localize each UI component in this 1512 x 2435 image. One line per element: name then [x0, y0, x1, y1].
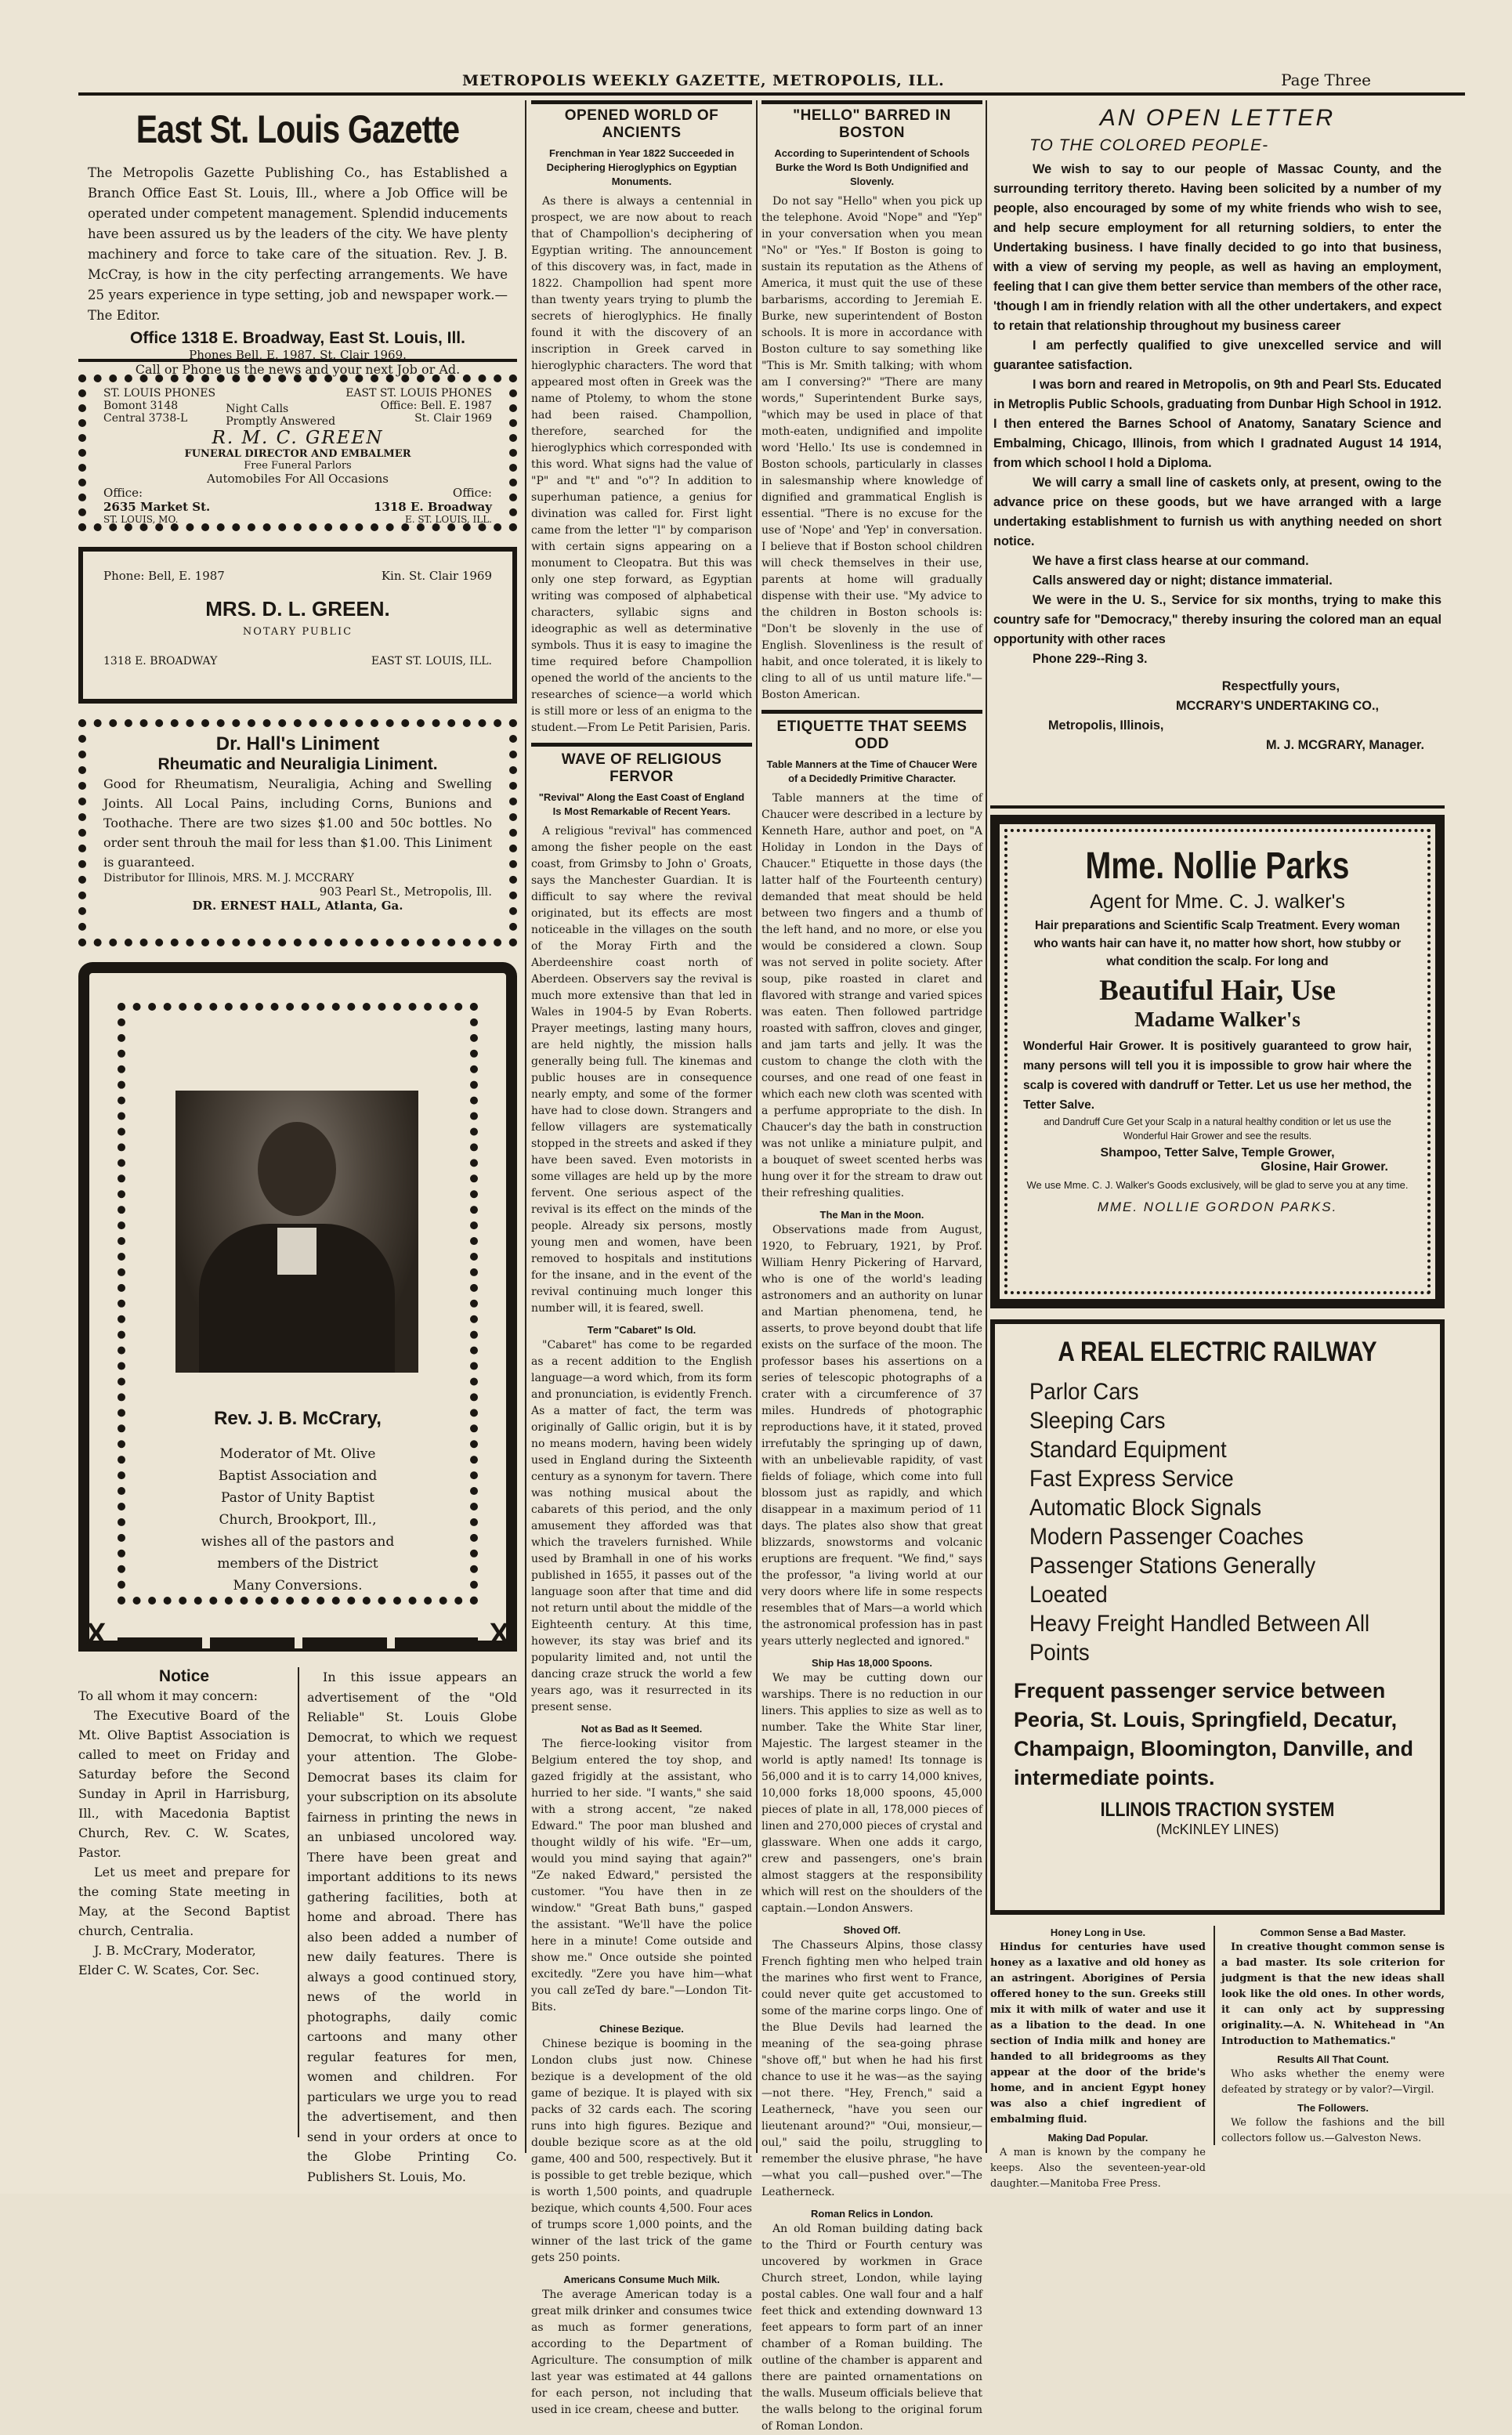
parks-title: Mme. Nollie Parks: [1085, 845, 1350, 887]
column-right: [990, 100, 1445, 2190]
mrs-green-address-right: EAST ST. LOUIS, ILL.: [371, 655, 492, 668]
parks-glosine: Glosine, Hair Grower.: [1261, 1160, 1388, 1174]
results-body: Who asks whether the enemy were defeated by strategy or by valor?—Virgil.: [1221, 2068, 1445, 2096]
notice-salutation: To all whom it may concern:: [78, 1688, 259, 1703]
column-three: [761, 100, 982, 2433]
notice-sign-2: Elder C. W. Scates, Cor. Sec.: [78, 1963, 260, 1977]
sense-body: In creative thought common sense is a bad master. Its sole criterion for judgment is that the new ideas shall look like the old ones. In other words, it can only act by suppressing originality.—A. N. Whitehead in "An Introduction to Mathematics.": [1221, 1941, 1445, 2047]
mrs-green-title: NOTARY PUBLIC: [242, 626, 353, 638]
railway-item: Automatic Block Signals: [1029, 1495, 1262, 1521]
milk-title: Americans Consume Much Milk.: [563, 2274, 720, 2285]
gazette-ad-title: East St. Louis Gazette: [136, 107, 460, 151]
green-mid-lines: Night Calls Promptly Answered: [226, 403, 336, 428]
open-letter-p7: We were in the U. S., Service for six months, trying to make this country safe for "Democracy," thereby insuring the colored man an equal opportunity with other races: [993, 593, 1441, 646]
ancients-subtitle: Frenchman in Year 1822 Succeeded in Deciphering Hieroglyphics on Egyptian Monuments.: [546, 147, 737, 187]
honey-title: Honey Long in Use.: [1050, 1927, 1146, 1938]
green-parlors: Free Funeral Parlors: [244, 460, 352, 472]
dad-title: Making Dad Popular.: [1047, 2132, 1148, 2144]
page-number: Page Three: [1281, 71, 1371, 89]
honey-body: Hindus for centuries have used honey as a laxative and old honey as an astringent. Aborigines of Persia offered honey to the sun. Greeks still mix it with milk of water and use it as a libation to the dead. In one section of India milk and honey are handed to all bridegrooms as they appear at the door of the bride's home, and in ancient Egypt honey was also a chief ingredient of embalming fluid.: [990, 1941, 1206, 2126]
milk-body: The average American today is a great milk drinker and consumes twice as much as former generations, according to the Department of Agriculture. The consumption of milk last year was estimated at 44 gallons for each person, not including that used in ice cream, cheese and butter.: [531, 2288, 752, 2416]
ancients-title: OPENED WORLD OF ANCIENTS: [531, 100, 752, 142]
short-items-left: [990, 1926, 1206, 2190]
shoved-body: The Chasseurs Alpins, those classy French fighting men who helped train the marines who first went to France, could never quite get accustomed to some of the marine corps lingo. One of the Blue Devils had learned the meaning of the sea-going phrase "shove off," but when he had his first chance to use it he was—as the saying—not there. "Hey, French," said a Leatherneck, "have you seen our lieutenant around?" "Oui, monsieur,—oul," said the poilu, struggling to remember the elusive phrase, "he have—what you call—pushed over."—The Leatherneck.: [761, 1939, 982, 2198]
followers-title: The Followers.: [1297, 2102, 1369, 2114]
open-letter-text: [993, 160, 1441, 755]
fervor-body: A religious "revival" has commenced among the fisher people on the east coast, from Grimsby to John o' Groats, says the Manchester Guardian. It is difficult to say where the revival originated, but its effects are most noticeable in the villages on the south of the Moray Firth and the Aberdeenshire coast north of Aberdeen. Observers say the revival is much more extensive than that led in Wales in 1904-5 by Evan Roberts. Prayer meetings, lasting many hours, are held nightly, the mission halls generally being full. The kinemas and public houses are in consequence nearly empty, and some of the former have had to close down. Strangers and fellow villagers are systematically stopped in the streets and asked if they have been saved. Even motorists in some villages are held up by the more fervent. One serious aspect of the revival is its effect on the minds of the people. Already six persons, mostly young men and women, have been removed to hospitals and institutions for the insane, and in the event of the revival continuing much longer this number will, it is feared, swell.: [531, 825, 752, 1315]
liniment-maker: DR. ERNEST HALL, Atlanta, Ga.: [192, 899, 403, 913]
masthead-title: METROPOLIS WEEKLY GAZETTE, METROPOLIS, ILL.: [462, 72, 945, 89]
railway-system: ILLINOIS TRACTION SYSTEM: [1100, 1799, 1335, 1821]
fervor-title: WAVE OF RELIGIOUS FERVOR: [531, 743, 752, 786]
mccray-caption: Moderator of Mt. Olive Baptist Association and Pastor of Unity Baptist Church, Brookport, Ill., wishes all of the pastors and members of the District Many Conversions.: [201, 1446, 395, 1594]
parks-grower: Wonderful Hair Grower. It is positively guaranteed to grow hair, many persons will tell you it is impossible to grow hair where the scalp is covered with dandruff or Tetter. Let us use her method, the Tetter Salve.: [1023, 1040, 1412, 1112]
column-left: [78, 100, 517, 2184]
column-two: [531, 100, 752, 2416]
gazette-ad-body: The Metropolis Gazette Publishing Co., has Established a Branch Office East St. Louis, Ill., where a Job Office will be operated under competent management. Splendid inducements have been assured us by the leaders of the city. We have plenty machinery and force to take care of the situation. Rev. J. B. McCray, is how in the city perfecting arrangements. We have 25 years experience in type setting, job and newspaper work.—The Editor.: [88, 165, 508, 323]
green-left-phones: ST. LOUIS PHONES Bomont 3148 Central 3738-L: [103, 387, 216, 425]
mrs-green-address-left: 1318 E. BROADWAY: [103, 655, 218, 668]
liniment-address: 903 Pearl St., Metropolis, Ill.: [319, 885, 492, 899]
open-letter-p3: I was born and reared in Metropolis, on 9th and Pearl Sts. Educated in Metroplis Public Schools, graduating from Dunbar High School in 1912. I then entered the Barnes School of Anatomy, Sanatary Science and Embalming, Chicago, Illinois, from which I gradnated August 14 1914, from which school I hold a Diploma.: [993, 378, 1442, 470]
railway-title: A REAL ELECTRIC RAILWAY: [1058, 1337, 1377, 1367]
short-items: [990, 1926, 1445, 2190]
green-right-phones: EAST ST. LOUIS PHONES Office: Bell. E. 1987 St. Clair 1969: [345, 387, 492, 425]
dad-body: A man is known by the company he keeps. Also the seventeen-year-old daughter.—Manitoba Free Press.: [990, 2147, 1206, 2190]
ancients-body: As there is always a centennial in prospect, we are now about to reach that of Champollion's deciphering of Egyptian writing. The announcement of this discovery was, in fact, made in 1822. Champollion had spent more than twenty years trying to plumb the secrets of hieroglyphics. He finally found it with the discovery of an inscription in Greek carved in hieroglyphic characters. The word that appeared most often in Greek was the name of Ptolemy, to whom the stone had been raised. Champollion, therefore, searched for the hieroglyphics which corresponded with this word. What signs had the value of "P" and "t" and "o"? In addition to superhuman patience, a genius for divination was called for. First light came from the letter "l" by comparison with certain signs appearing on a monument to Cleopatra. But this was only one step forward, as Egyptian writing was composed of alphabetical characters, syllabic signs and ideographic as well as determinative symbols. Thus it is easy to imagine the time required before Champollion opened the world of the ancients to the researches of science—a world which is still more or less of an enigma to the student.—From Le Petit Parisien, Paris.: [531, 195, 752, 734]
mccray-name: Rev. J. B. McCrary,: [214, 1408, 382, 1429]
open-letter-p1: We wish to say to our people of Massac County, and the surrounding territory thereto. Having been solicited by a number of my people, also encouraged by some of my white friends who wish to see, and help secure employment for all returning soldiers, to enter the Undertaking business. I have finally decided to go into that business, with a view of serving my people, as well as having an employment, feeling that I can give them better service than members of the other race, 'though I am in friendly relation with all the other undertakers, and expect to retain that relationship throughout my business career: [993, 162, 1441, 333]
parks-beautiful: Beautiful Hair, Use: [1099, 975, 1336, 1007]
bezique-title: Chinese Bezique.: [599, 2023, 684, 2035]
hello-subtitle: According to Superintendent of Schools Burke the Word Is Both Undignified and Slovenly.: [774, 147, 970, 187]
green-role: FUNERAL DIRECTOR AND EMBALMER: [184, 448, 411, 460]
mrs-green-phone-right: Kin. St. Clair 1969: [381, 569, 492, 583]
cabaret-body: "Cabaret" has come to be regarded as a recent addition to the English language—a word which, from its form and pronunciation, is evidently French. As a matter of fact, the term was originally of Gallic origin, but it is by no means modern, having been widely used in England during the Sixteenth century as a synonym for tavern. There was nothing musical about the cabarets of this period, and the only amusement they afforded was that which the travelers furnished. While used by Bramhall in one of his works published in 1655, it passes out of the language soon after that time and did not return until about the middle of the Eighteenth century. At this time, however, its stay was brief and its popularity limited and, not until the dancing craze struck the world a few years ago, was it resurrected in its present sense.: [531, 1339, 752, 1713]
etiquette-body: Table manners at the time of Chaucer were described in a lecture by Kenneth Hare, author and poet, on "A Holiday in London in the Days of Chaucer." Etiquette in those days (the latter half of the Fourteenth century) demanded that meat should be held between two fingers and a thumb of the left hand, and no more, or else you would be considered a clown. Soup was not served in polite society. After soup, pike roasted in claret and flavored with strange and varied spices was eaten. Then followed partridge roasted with saffron, cloves and ginger, and jam tarts and jelly. It was the custom to change the cloth with the courses, and one read of one feast in which each new cloth was scented with a perfume appropriate to the dish. In Chaucer's day the bath in construction was not unlike a miniature pulpit, and a bouquet of sweet scented herbs was hung over it for the stream to draw out their refreshing qualities.: [761, 792, 982, 1199]
relics-title: Roman Relics in London.: [810, 2208, 933, 2220]
followers-body: We follow the fashions and the bill collectors follow us.—Galveston News.: [1221, 2117, 1445, 2144]
open-letter-to: TO THE COLORED PEOPLE-: [1029, 136, 1269, 154]
fervor-subtitle: "Revival" Along the East Coast of England Is Most Remarkable of Recent Years.: [538, 791, 745, 817]
open-letter: [990, 100, 1445, 809]
parks-sign: MME. NOLLIE GORDON PARKS.: [1097, 1199, 1338, 1214]
etiquette-title: ETIQUETTE THAT SEEMS ODD: [761, 710, 982, 753]
parks-agent: Agent for Mme. C. J. walker's: [1090, 891, 1345, 913]
green-funeral-ad: [78, 374, 517, 531]
globe-notice-body: In this issue appears an advertisement of the "Old Reliable" St. Louis Globe Democrat, to which we request your attention. The Globe-Democrat bases its claim for your subscription on its absolute fairness in printing the news in an unbiased uncolored way. There have been great and important additions to its news gathering facilities, both at home and abroad. There has also been added a number of new daily features. There is always a good continued story, news of the world in photographs, daily comic cartoons and many other regular features for men, women and children. For particulars we urge you to read the advertisement, and then send in your orders at once to the Globe Printing Co. Publishers St. Louis, Mo.: [307, 1670, 517, 2184]
corner-mark-left: X: [86, 1618, 107, 1651]
railway-list: [1029, 1377, 1390, 1667]
bezique-body: Chinese bezique is booming in the London clubs just now. Chinese bezique is a development of the old game of bezique. It is played with six packs of 32 cards each. The scoring runs into high figures. Bezique and double bezique score as at the old game, 400 and 500, respectively. But it is possible to get treble bezique, which is worth 1,500 points, and quadruple bezique, which counts 4,500. Four aces of trumps score 1,000 points, and the winner of the last trick of the game gets 250 points.: [531, 2038, 752, 2264]
open-letter-p2: I am perfectly qualified to give unexcelled service and will guarantee satisfaction.: [993, 338, 1441, 372]
open-letter-title: AN OPEN LETTER: [1099, 105, 1336, 131]
mrs-green-phone-left: Phone: Bell, E. 1987: [103, 569, 225, 583]
open-letter-p4: We will carry a small line of caskets only, at present, owing to the advance price on these goods, but we have arranged with a large undertaking establishment to furnish us with anything needed on short notice.: [993, 476, 1441, 548]
mrs-green-name: MRS. D. L. GREEN.: [205, 597, 390, 621]
railway-item: Modern Passenger Coaches: [1029, 1524, 1304, 1550]
sense-title: Common Sense a Bad Master.: [1260, 1927, 1406, 1938]
liniment-subtitle: Rheumatic and Neuraligia Liniment.: [157, 755, 438, 773]
mccray-photo: [175, 1091, 418, 1373]
railway-item: Sleeping Cars: [1029, 1408, 1166, 1434]
notice-title: Notice: [158, 1667, 210, 1685]
green-left-office: Office: 2635 Market St. ST. LOUIS, MO.: [103, 486, 211, 525]
liniment-title: Dr. Hall's Liniment: [215, 733, 380, 754]
notbad-body: The fierce-looking visitor from Belgium entered the toy shop, and gazed frigidly at the assistant, who hurried to her side. "I wants," she said with a strong accent, "ze naked Edward." The poor man blushed and thought wildly of his wife. "Er—um, would you mind saying that again?" "Ze naked Edward," persisted the customer. "You have then in ze window." "Great Bath buns," gasped the assistant. "We'll have the police here in a minute! Come outside and show me." Once outside she pointed excitedly. "Zere you have him—what you call zeTed dy bare."—London Tit-Bits.: [531, 1738, 752, 2013]
gazette-ad-office: Office 1318 E. Broadway, East St. Louis, Ill.: [130, 329, 465, 347]
railway-item: Fast Express Service: [1029, 1466, 1234, 1492]
open-letter-firm: MCCRARY'S UNDERTAKING CO.,: [1176, 699, 1379, 713]
moon-body: Observations made from August, 1920, to February, 1921, by Prof. William Henry Pickering of Harvard, who is one of the world's leading astronomers and an authority on lunar and Martian phenomena, tend, he asserts, to prove beyond doubt that life exists on the surface of the moon. The professor bases his assertions on a series of telescopic photographs of a crater with a circumference of 37 miles. Hundreds of photographic reproductions have, it it stated, proved irrefutably the springing up of dawn, with an unbelievable rapidity, of vast fields of foliage, which come into full blossom just as rapidly, and which disappear in a maximum period of 11 days. The plates also show that great blizzards, snowstorms and volcanic eruptions are frequent. "We find," says the professor, "a living world at our very doors where life in some respects resembles that of Mars—a world which the astronomical profession has in past years utterly neglected and ignored.": [761, 1224, 982, 1648]
notice-body-2: Let us meet and prepare for the coming State meeting in May, at the Second Baptist church, Centralia.: [78, 1865, 290, 1938]
relics-body: An old Roman building dating back to the Third or Fourth century was uncovered by workmen in Grace Church street, London, while laying postal cables. One wall four and a half feet thick and extending downward 13 feet appears to form part of an inner chamber of a Roman building. The outline of the chamber is apparent and there are painted ornamentations on the walls. Museum officials believe that the walls belong to the original forum of Roman London.: [761, 2223, 982, 2433]
ship-body: We may be cutting down our warships. There is no reduction in our liners. This applies to size as well as to number. Take the White Star liner, Majestic. The largest steamer in the world is aptly named! Its tonnage is 56,000 and it is to carry 14,000 knives, 10,000 forks 18,000 spoons, 45,000 pieces of plate in all, 178,000 pieces of linen and 270,000 pieces of crystal and glassware. When one adds it cargo, crew and passengers, one's brain almost staggers at the responsibility which will rest on the shoulders of the captain.—London Answers.: [761, 1672, 982, 1915]
notbad-title: Not as Bad as It Seemed.: [581, 1723, 703, 1735]
green-autos: Automobiles For All Occasions: [206, 472, 389, 486]
open-letter-phone: Phone 229--Ring 3.: [1033, 652, 1148, 666]
gazette-ad-phones: Phones Bell, E. 1987. St. Clair 1969.: [189, 348, 407, 362]
parks-intro: Hair preparations and Scientific Scalp Treatment. Every woman who wants hair can have it, no matter how short, how stubby or what condition the scalp. For long and: [1033, 919, 1402, 968]
parks-products: Shampoo, Tetter Salve, Temple Grower,: [1100, 1146, 1335, 1160]
moon-title: The Man in the Moon.: [819, 1209, 924, 1221]
liniment-body: Good for Rheumatism, Neuraligia, Aching and Swelling Joints. All Local Pains, including Corns, Bunions and Toothache. There are two sizes $1.00 and 50c bottles. No order sent throuh the mail for less than $1.00. This Liniment is guaranteed.: [103, 776, 492, 870]
railway-item: Standard Equipment: [1029, 1437, 1227, 1463]
railway-ad: [990, 1319, 1445, 1915]
hello-body: Do not say "Hello" when you pick up the telephone. Avoid "Nope" and "Yep" in your conversation when you mean "No" or "Yes." If Boston is going to sustain its reputation as the Athens of America, it must quit the use of these barbarisms, according to Jeremiah E. Burke, new superintendent of Boston schools. It is more in accordance with Boston culture to say something like "This is Mr. Smith talking; with whom am I conversing?" "There are many words," Superintendent Burke says, "which may be used in place of that moth-eaten, undignified and impolite word 'Hello.' Its use is condemned in Boston schools, particularly in classes in salesmanship where knowledge of dignified and grammatical English is essential. "There is no excuse for the use of 'Nope' and 'Yep' in conversation. I believe that if Boston school children will check themselves in their use, parents at home will gradually dispense with their use. "My advice to the children in Boston schools is: "Don't be slovenly in the use of English. Slovenliness is the result of habit, and once tolerated, it is likely to cling to all of us until mature life."—Boston American.: [761, 195, 982, 701]
railway-item: Parlor Cars: [1029, 1379, 1139, 1405]
ship-title: Ship Has 18,000 Spoons.: [812, 1657, 932, 1669]
notice-column: [78, 1667, 290, 2145]
railway-service: Frequent passenger service between Peoria, St. Louis, Springfield, Decatur, Champaign, Bloomington, Danville, and intermediate points.: [1014, 1679, 1414, 1789]
open-letter-manager: M. J. MCGRARY, Manager.: [1265, 738, 1424, 752]
liniment-distributor: Distributor for Illinois, MRS. M. J. MCCRARY: [103, 872, 354, 885]
open-letter-city: Metropolis, Illinois,: [1048, 718, 1164, 733]
parks-ad: [990, 815, 1445, 1308]
green-right-office: Office: 1318 E. Broadway E. ST. LOUIS, ILL.: [374, 486, 492, 525]
notice-sign-1: J. B. McCrary, Moderator,: [94, 1943, 256, 1958]
hello-title: "HELLO" BARRED IN BOSTON: [761, 100, 982, 142]
short-items-right: [1221, 1926, 1445, 2153]
shoved-title: Shoved Off.: [843, 1924, 901, 1936]
green-name: R. M. C. GREEN: [212, 428, 384, 448]
cabaret-title: Term "Cabaret" Is Old.: [587, 1324, 696, 1336]
etiquette-subtitle: Table Manners at the Time of Chaucer Were of a Decidedly Primitive Character.: [766, 758, 978, 784]
mrs-green-ad: [78, 547, 517, 704]
parks-walker: Madame Walker's: [1134, 1008, 1300, 1031]
liniment-ad: [78, 719, 517, 946]
gazette-ad-call: Call or Phone us the news and your next Job or Ad.: [135, 362, 461, 377]
parks-we-use: We use Mme. C. J. Walker's Goods exclusively, will be glad to serve you at any time.: [1026, 1179, 1409, 1191]
open-letter-p6: Calls answered day or night; distance immaterial.: [1033, 573, 1333, 588]
notice-body: The Executive Board of the Mt. Olive Baptist Association is called to meet on Friday and Saturday before the Second Sunday in April in Harrisburg, Ill., with Macedonia Baptist Church, Rev. C. W. Scates, Pastor.: [78, 1708, 290, 1860]
railway-item: Passenger Stations Generally Loeated: [1029, 1553, 1316, 1608]
parks-dandruff: and Dandruff Cure Get your Scalp in a natural healthy condition or let us use the Wonderful Hair Grower and see the results.: [1044, 1116, 1391, 1142]
open-letter-p5: We have a first class hearse at our command.: [1033, 554, 1309, 568]
mccray-portrait-frame: [78, 962, 517, 1652]
railway-item: Heavy Freight Handled Between All Points: [1029, 1611, 1370, 1666]
railway-lines: (McKINLEY LINES): [1156, 1822, 1279, 1837]
globe-notice-column: [307, 1667, 517, 2184]
gazette-ad: [78, 100, 517, 377]
results-title: Results All That Count.: [1277, 2053, 1389, 2065]
page-header: [78, 69, 1465, 96]
corner-mark-right: X: [489, 1618, 509, 1651]
open-letter-closing: Respectfully yours,: [1221, 679, 1340, 693]
